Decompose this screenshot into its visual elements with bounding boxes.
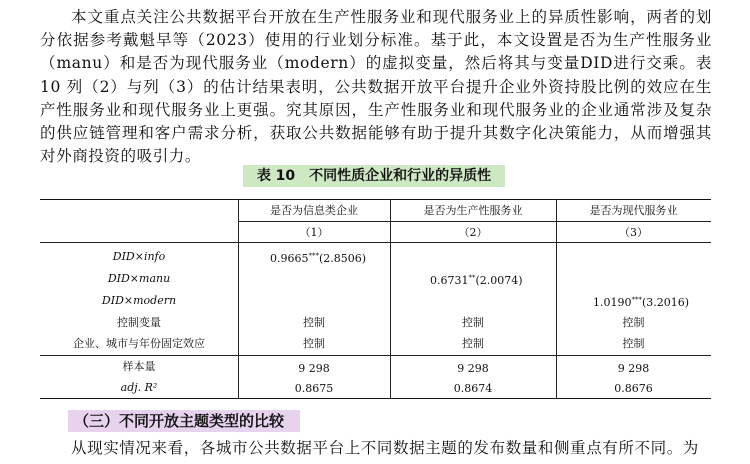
column-header: 是否为生产性服务业 [423, 204, 523, 217]
table-cell: 控制 [303, 337, 325, 350]
table-cell: 控制 [622, 316, 645, 329]
row-label: 企业、城市与年份固定效应 [73, 337, 205, 350]
stats-rule [40, 355, 711, 356]
table-caption: 表 10 不同性质企业和行业的异质性 [243, 165, 505, 187]
table-cell: 控制 [462, 337, 484, 350]
row-label: 控制变量 [117, 316, 161, 329]
table-cell: 控制 [462, 316, 484, 329]
table-cell: 9 298 [457, 362, 489, 375]
row-label: DID×info [112, 250, 166, 263]
coefficient-cell: 1.0190***(3.2016) [593, 296, 690, 309]
table-cell: 9 298 [617, 362, 650, 375]
column-number: （3） [619, 226, 648, 239]
header-bottom-rule [40, 242, 711, 243]
coefficient-cell: 0.9665***(2.8506) [270, 252, 367, 265]
column-number: （1） [299, 226, 329, 239]
column-number: （2） [458, 226, 488, 239]
table-top-rule [40, 199, 711, 200]
table-cell: 0.8674 [453, 382, 493, 395]
row-label: adj. R² [120, 381, 158, 394]
table-cell: 控制 [622, 337, 645, 350]
header-mid-rule [238, 221, 711, 222]
column-header: 是否为信息类企业 [270, 204, 358, 217]
table-cell: 控制 [303, 316, 325, 329]
column-header: 是否为现代服务业 [589, 204, 678, 217]
table-cell: 0.8676 [614, 382, 653, 395]
table-bottom-rule [40, 398, 711, 399]
row-label: 样本量 [122, 360, 156, 373]
row-label: DID×manu [107, 272, 171, 285]
coefficient-cell: 0.6731**(2.0074) [430, 274, 523, 287]
table-cell: 9 298 [298, 362, 330, 375]
body-paragraph-bottom: 从现实情况来看，各城市公共数据平台上不同数据主题的发布数量和侧重点有所不同。为 [71, 439, 699, 457]
table-cell: 0.8675 [294, 382, 334, 395]
section-heading: （三）不同开放主题类型的比较 [68, 410, 300, 432]
body-paragraph-top: 本文重点关注公共数据平台开放在生产性服务业和现代服务业上的异质性影响，两者的划分依据参考戴魁早等（2023）使用的行业划分标准。基于此，本文设置是否为生产性服务业（manu）和是否为现代服务业（modern）的虚拟变量，然后将其与变量DID进行交乘。表 10 列（2）与列（3）的估计结果表明，公共数据开放平台提升企业外资持股比例的效应在生产性服务业和现代服务业上更强。究其原因，生产性服务业和现代服务业的企业通常涉及复杂的供应链管理和客户需求分析，获取公共数据能够有助于提升其数字化决策能力，从而增强其对外商投资的吸引力。 [40, 8, 712, 166]
row-label: DID×modern [101, 294, 177, 307]
